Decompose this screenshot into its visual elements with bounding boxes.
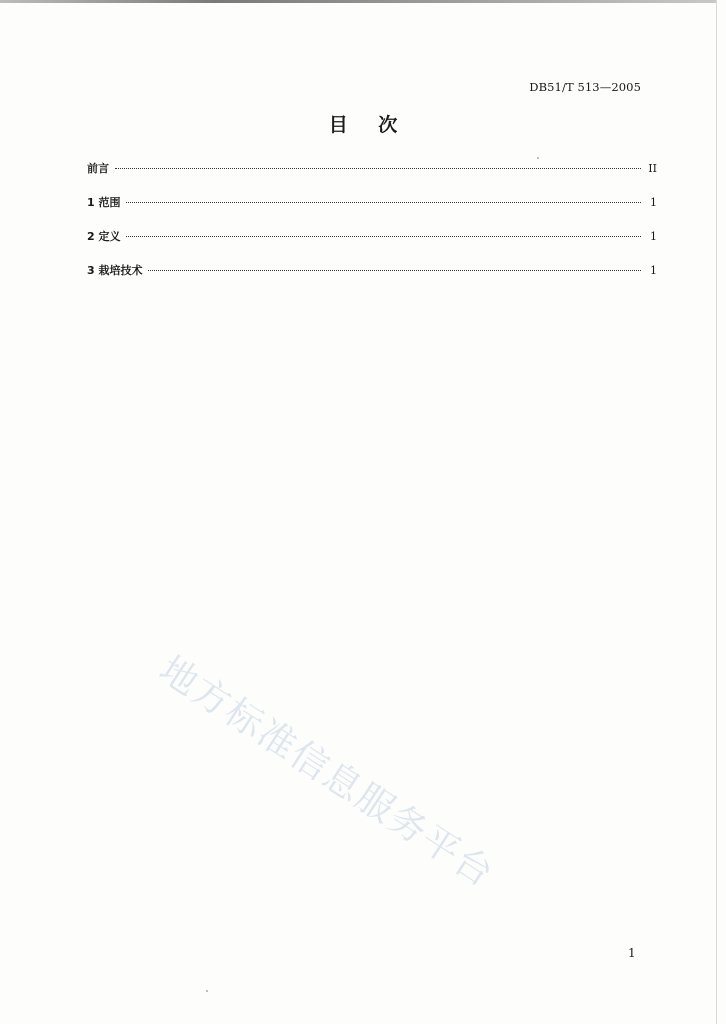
toc-entry-page: 1 — [650, 196, 657, 209]
scan-speck — [537, 157, 539, 159]
toc-leader-dots — [126, 236, 641, 237]
toc-entry-scope[interactable] — [87, 194, 657, 228]
page-number: 1 — [628, 946, 636, 960]
watermark: 地方标准信息服务平台 — [151, 647, 503, 897]
toc-leader-dots — [115, 168, 641, 169]
scan-speck — [206, 990, 208, 992]
toc-leader-dots — [148, 270, 641, 271]
toc-title: 目 次 — [328, 114, 398, 136]
page-edge — [716, 0, 717, 1024]
toc-entry-page: 1 — [650, 264, 657, 277]
standard-code: DB51/T 513—2005 — [529, 80, 641, 94]
table-of-contents — [87, 160, 657, 296]
top-scan-rule — [0, 0, 716, 3]
toc-entry-label: 1 范围 — [87, 196, 121, 209]
toc-entry-label: 2 定义 — [87, 230, 121, 243]
toc-leader-dots — [126, 202, 641, 203]
toc-entry-foreword[interactable] — [87, 160, 657, 194]
toc-entry-page: 1 — [650, 230, 657, 243]
toc-entry-definitions[interactable] — [87, 228, 657, 262]
toc-entry-page: II — [648, 162, 657, 175]
toc-entry-cultivation[interactable] — [87, 262, 657, 296]
toc-entry-label: 3 栽培技术 — [87, 264, 143, 277]
toc-entry-label: 前言 — [87, 162, 109, 175]
